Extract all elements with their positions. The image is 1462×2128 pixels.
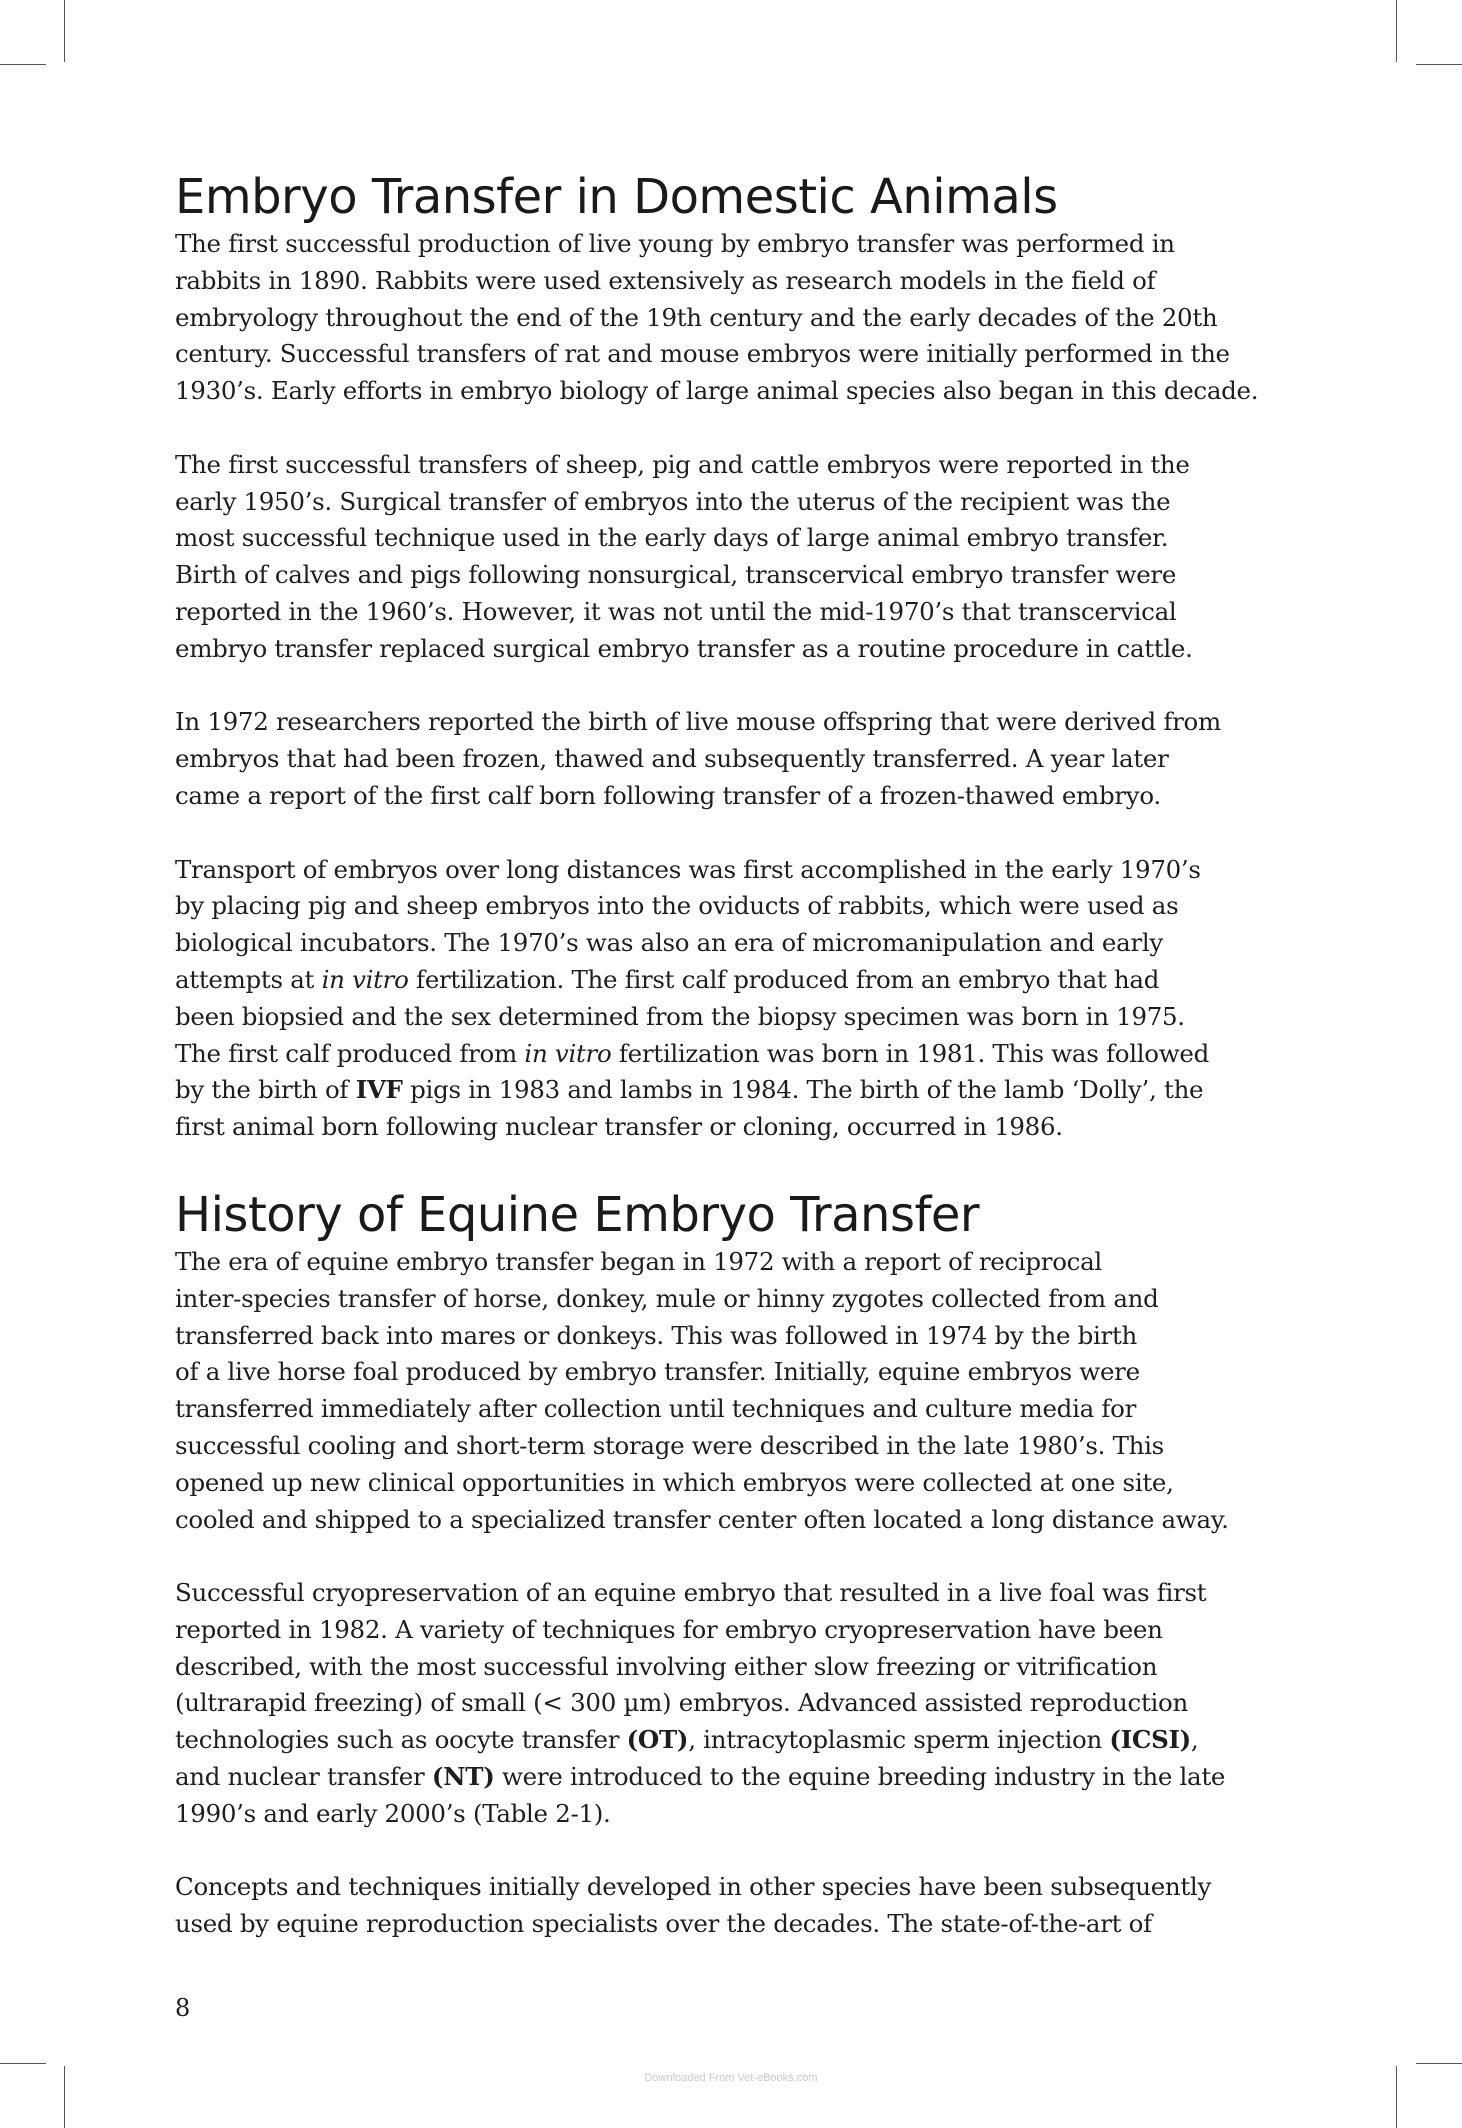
text-line: rabbits in 1890. Rabbits were used extensively as research models in the field of — [175, 265, 1156, 295]
crop-mark-top-right-vertical — [1396, 0, 1397, 62]
text-line: reported in 1982. A variety of techniques for embryo cryopreservation have been — [175, 1614, 1163, 1644]
text-line: embryos that had been frozen, thawed and subsequently transferred. A year later — [175, 744, 1169, 774]
paragraph — [175, 852, 1305, 1146]
crop-mark-top-left-vertical — [64, 0, 65, 62]
text-line: technologies such as oocyte transfer (OT), intracytoplasmic sperm injection (ICSI), — [175, 1725, 1199, 1755]
bold-term: (OT) — [626, 1725, 689, 1755]
text-line: Successful cryopreservation of an equine embryo that resulted in a live foal was first — [175, 1578, 1207, 1608]
paragraph — [175, 1244, 1305, 1538]
text-line: Transport of embryos over long distances was first accomplished in the early 1970’s — [175, 854, 1201, 884]
text-line: Birth of calves and pigs following nonsurgical, transcervical embryo transfer were — [175, 560, 1177, 590]
text-line: of a live horse foal produced by embryo transfer. Initially, equine embryos were — [175, 1357, 1140, 1387]
paragraph — [175, 1869, 1305, 1943]
text-line: opened up new clinical opportunities in which embryos were collected at one site, — [175, 1467, 1174, 1497]
paragraph — [175, 226, 1305, 410]
text-line: most successful technique used in the early days of large animal embryo transfer. — [175, 523, 1169, 553]
page-number: 8 — [175, 1994, 191, 2022]
text-line: inter-species transfer of horse, donkey, mule or hinny zygotes collected from and — [175, 1283, 1159, 1313]
text-line: used by equine reproduction specialists over the decades. The state-of-the-art of — [175, 1909, 1152, 1939]
italic-term: in vitro — [321, 964, 409, 994]
text-line: and nuclear transfer (NT) were introduced to the equine breeding industry in the late — [175, 1762, 1226, 1792]
text-line: described, with the most successful involving either slow freezing or vitrification — [175, 1651, 1158, 1681]
text-line: In 1972 researchers reported the birth of live mouse offspring that were derived from — [175, 707, 1221, 737]
crop-mark-top-right-horizontal — [1416, 64, 1462, 65]
paragraph — [175, 704, 1305, 814]
paragraph — [175, 447, 1305, 668]
section-title-equine-history: History of Equine Embryo Transfer — [175, 1186, 980, 1243]
text-line: embryo transfer replaced surgical embryo transfer as a routine procedure in cattle. — [175, 633, 1193, 663]
text-line: been biopsied and the sex determined from the biopsy specimen was born in 1975. — [175, 1001, 1185, 1031]
italic-term: in vitro — [524, 1038, 612, 1068]
text-line: The first calf produced from in vitro fertilization was born in 1981. This was followed — [175, 1038, 1209, 1068]
text-line: by placing pig and sheep embryos into the oviducts of rabbits, which were used as — [175, 891, 1179, 921]
text-line: early 1950’s. Surgical transfer of embryos into the uterus of the recipient was the — [175, 486, 1171, 516]
text-line: 1990’s and early 2000’s (Table 2-1). — [175, 1798, 611, 1828]
text-line: transferred back into mares or donkeys. This was followed in 1974 by the birth — [175, 1320, 1137, 1350]
text-line: came a report of the first calf born following transfer of a frozen-thawed embryo. — [175, 780, 1161, 810]
section-title-embryo-transfer: Embryo Transfer in Domestic Animals — [175, 169, 1058, 225]
text-line: successful cooling and short-term storage were described in the late 1980’s. This — [175, 1430, 1164, 1460]
text-line: first animal born following nuclear transfer or cloning, occurred in 1986. — [175, 1112, 1063, 1142]
crop-mark-bottom-left-horizontal — [0, 2063, 46, 2064]
paragraph — [175, 1575, 1305, 1833]
text-line: embryology throughout the end of the 19th century and the early decades of the 20th — [175, 302, 1218, 332]
watermark: Downloaded From Vet-eBooks.com — [644, 2072, 818, 2084]
text-line: cooled and shipped to a specialized transfer center often located a long distance away. — [175, 1504, 1229, 1534]
text-line: Concepts and techniques initially developed in other species have been subsequently — [175, 1872, 1212, 1902]
bold-term: IVF — [355, 1075, 403, 1105]
text-line: The era of equine embryo transfer began in 1972 with a report of reciprocal — [175, 1246, 1102, 1276]
text-line: attempts at in vitro fertilization. The first calf produced from an embryo that had — [175, 964, 1160, 994]
text-line: The first successful transfers of sheep, pig and cattle embryos were reported in the — [175, 449, 1190, 479]
bold-term: (NT) — [431, 1762, 495, 1792]
text-line: The first successful production of live young by embryo transfer was performed in — [175, 229, 1175, 258]
page-content — [175, 168, 1305, 1943]
text-line: by the birth of IVF pigs in 1983 and lambs in 1984. The birth of the lamb ‘Dolly’, the — [175, 1075, 1204, 1105]
text-line: 1930’s. Early efforts in embryo biology of large animal species also began in this decade. — [175, 376, 1259, 406]
crop-mark-top-left-horizontal — [0, 64, 46, 65]
text-line: century. Successful transfers of rat and mouse embryos were initially performed in the — [175, 339, 1230, 369]
bold-term: (ICSI) — [1109, 1725, 1191, 1755]
text-line: reported in the 1960’s. However, it was not until the mid-1970’s that transcervical — [175, 596, 1177, 626]
text-line: transferred immediately after collection until techniques and culture media for — [175, 1394, 1137, 1424]
text-line: (ultrarapid freezing) of small (< 300 µm) embryos. Advanced assisted reproduction — [175, 1688, 1188, 1718]
text-line: biological incubators. The 1970’s was also an era of micromanipulation and early — [175, 928, 1163, 958]
crop-mark-bottom-right-horizontal — [1416, 2063, 1462, 2064]
